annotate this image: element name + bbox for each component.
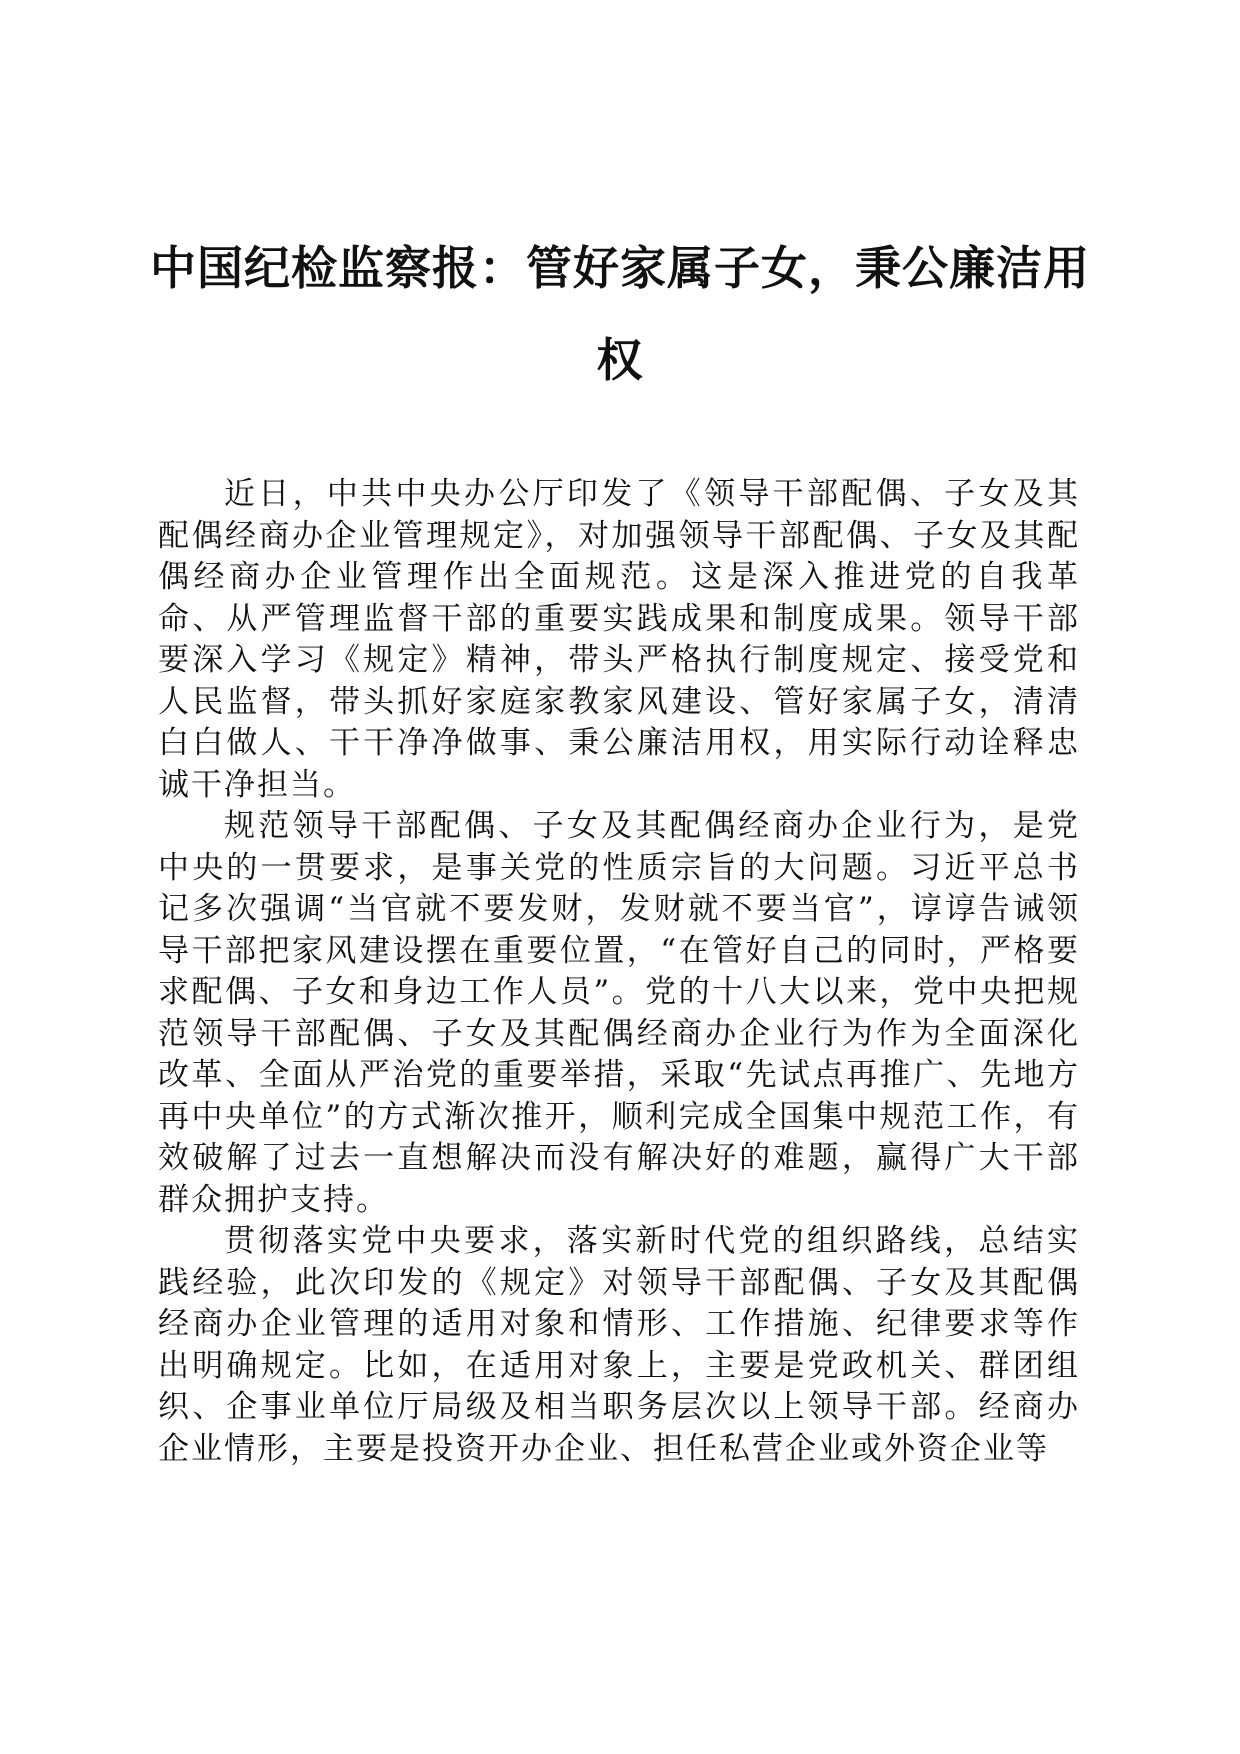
paragraph-2: 规范领导干部配偶、子女及其配偶经商办企业行为，是党中央的一贯要求，是事关党的性质宗旨的大问题。习近平总书记多次强调“当官就不要发财，发财就不要当官”，谆谆告诫领导干部把家风建设摆在重要位置，“在管好自己的同时，严格要求配偶、子女和身边工作人员”。党的十八大以来，党中央把规范领导干部配偶、子女及其配偶经商办企业行为作为全面深化改革、全面从严治党的重要举措，采取“先试点再推广、先地方再中央单位”的方式渐次推开，顺利完成全国集中规范工作，有效破解了过去一直想解决而没有解决好的难题，赢得广大干部群众拥护支持。 bbox=[158, 808, 1080, 1218]
document-body bbox=[158, 474, 1080, 1470]
document-title: 中国纪检监察报：管好家属子女，秉公廉洁用权 bbox=[150, 241, 1090, 387]
paragraph-3: 贯彻落实党中央要求，落实新时代党的组织路线，总结实践经验，此次印发的《规定》对领导干部配偶、子女及其配偶经商办企业管理的适用对象和情形、工作措施、纪律要求等作出明确规定。比如，在适用对象上，主要是党政机关、群团组织、企事业单位厅局级及相当职务层次以上领导干部。经商办企业情形，主要是投资开办企业、担任私营企业或外资企业等 bbox=[158, 1223, 1080, 1467]
paragraph-1: 近日，中共中央办公厅印发了《领导干部配偶、子女及其配偶经商办企业管理规定》，对加强领导干部配偶、子女及其配偶经商办企业管理作出全面规范。这是深入推进党的自我革命、从严管理监督干部的重要实践成果和制度成果。领导干部要深入学习《规定》精神，带头严格执行制度规定、接受党和人民监督，带头抓好家庭家教家风建设、管好家属子女，清清白白做人、干干净净做事、秉公廉洁用权，用实际行动诠释忠诚干净担当。 bbox=[158, 476, 1080, 803]
